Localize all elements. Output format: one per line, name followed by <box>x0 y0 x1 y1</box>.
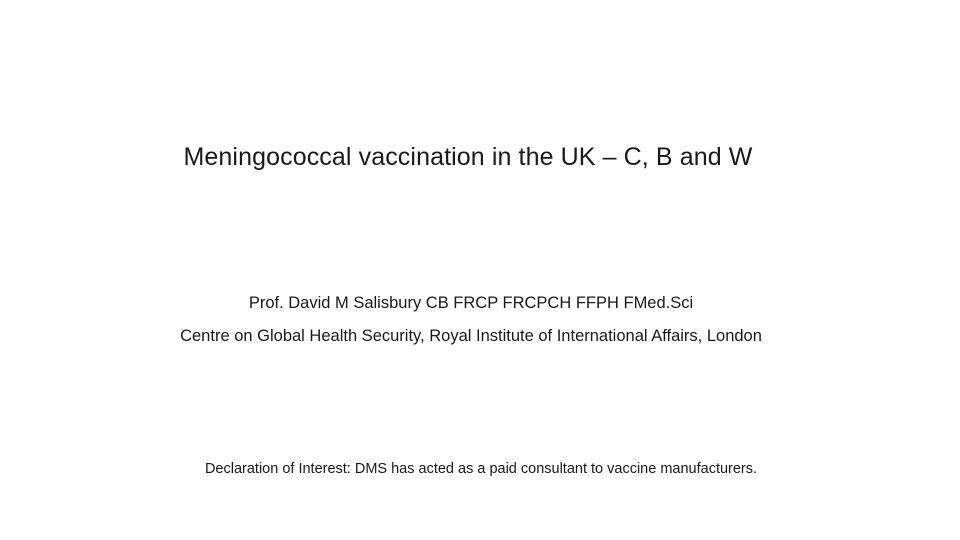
slide-title: Meningococcal vaccination in the UK – C, B and W <box>183 143 753 171</box>
declaration-of-interest: Declaration of Interest: DMS has acted as a paid consultant to vaccine manufacturers. <box>204 461 758 477</box>
affiliation-line: Centre on Global Health Security, Royal Institute of International Affairs, London <box>180 327 762 345</box>
author-line: Prof. David M Salisbury CB FRCP FRCPCH FFPH FMed.Sci <box>248 294 694 312</box>
